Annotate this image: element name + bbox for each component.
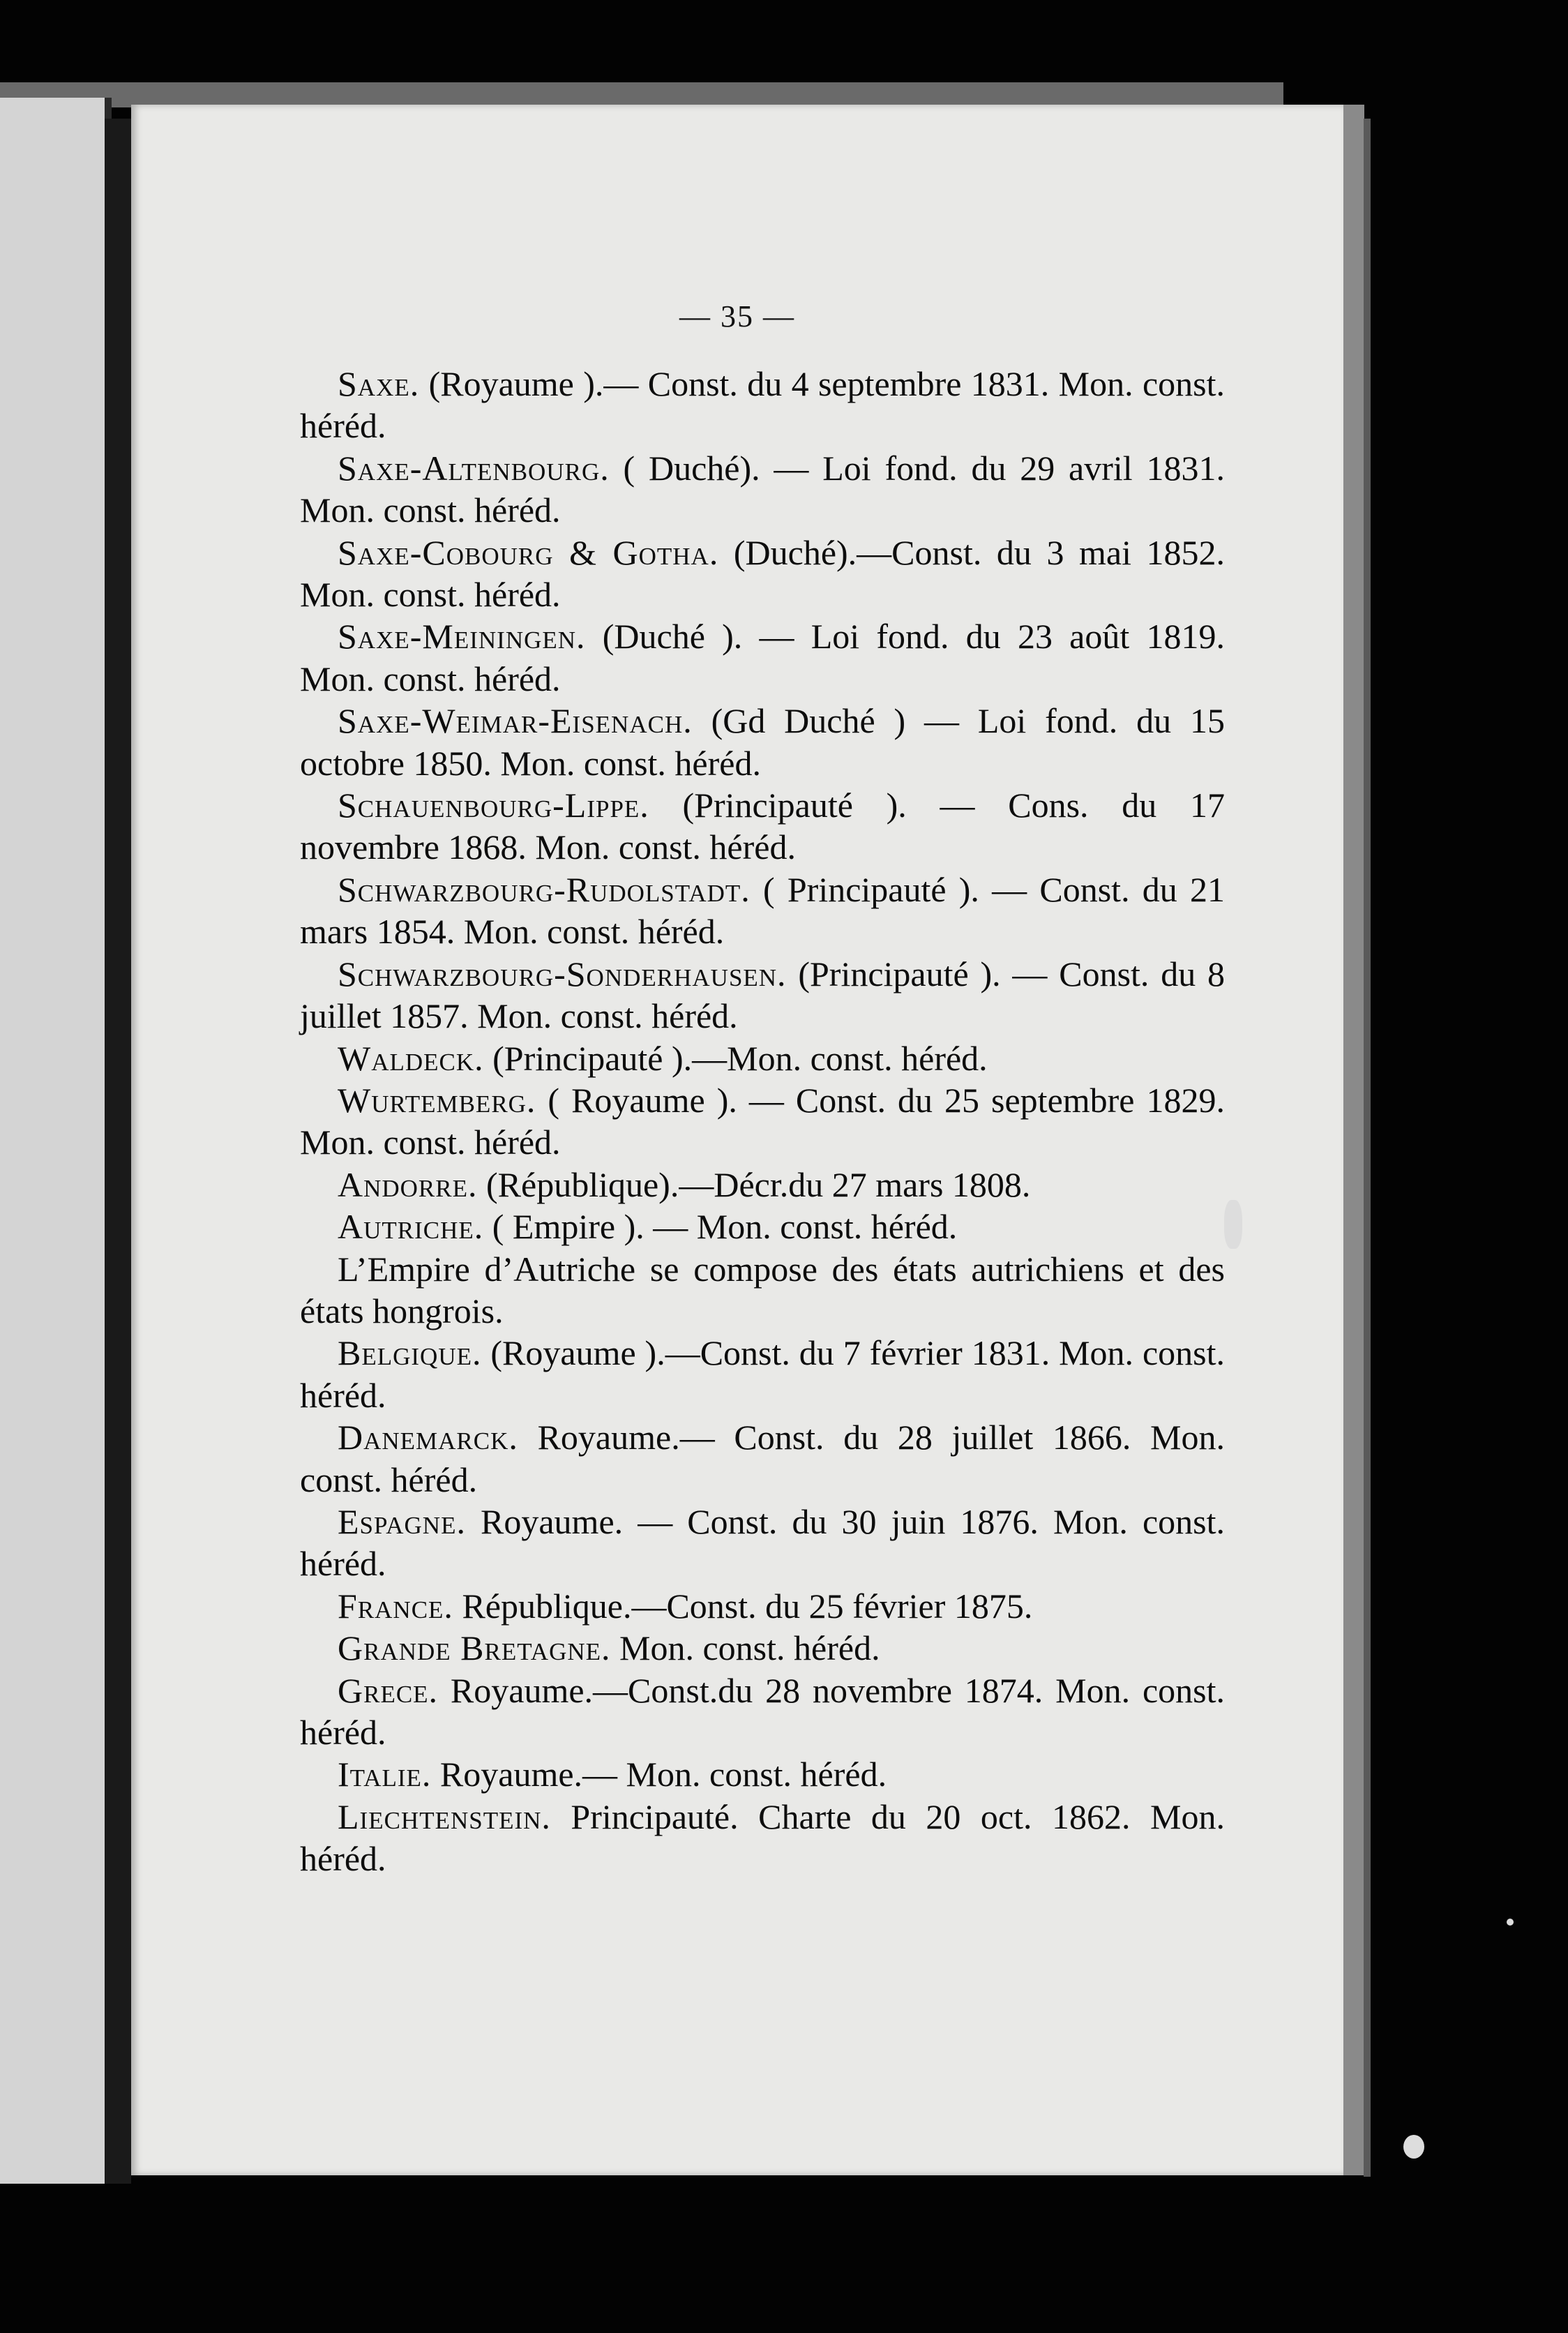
entry-body: Royaume. — Const. du 30 juin 1876. Mon. const. héréd. <box>300 1501 1225 1584</box>
entry-saxe <box>300 363 1225 447</box>
book-page <box>131 105 1364 2175</box>
dust-speck <box>1507 1919 1514 1926</box>
entry-italie <box>300 1753 1225 1795</box>
entry-saxe-cobourg-gotha <box>300 532 1225 616</box>
entry-wurtemberg <box>300 1079 1225 1164</box>
book-gutter <box>105 119 131 2184</box>
entry-head: Saxe-Altenbourg. <box>338 448 610 488</box>
entry-body: (Duché ). — Loi fond. du 23 août 1819. Mon. const. héréd. <box>300 617 1225 698</box>
entry-espagne <box>300 1501 1225 1585</box>
entry-autriche-note <box>300 1248 1225 1333</box>
entry-head: Saxe-Cobourg & Gotha. <box>338 532 719 572</box>
entry-danemarck <box>300 1416 1225 1501</box>
entry-body: ( Empire ). — Mon. const. héréd. <box>483 1207 958 1247</box>
entry-body: Principauté. Charte du 20 oct. 1862. Mon. héréd. <box>300 1796 1225 1879</box>
entry-head: Grande Bretagne. <box>338 1628 611 1668</box>
entry-head: Grece. <box>338 1670 439 1710</box>
entry-head: Liechtenstein. <box>338 1796 551 1836</box>
page-edge-shadow <box>1364 119 1371 2177</box>
entry-body: Royaume.—Const.du 28 novembre 1874. Mon. const. héréd. <box>300 1670 1225 1752</box>
entry-head: Saxe. <box>338 364 420 403</box>
entry-head: Schauenbourg-Lippe. <box>338 786 649 825</box>
entry-head: Schwarzbourg-Rudolstadt. <box>338 869 751 909</box>
entry-head: Schwarzbourg-Sonderhausen. <box>338 954 787 993</box>
previous-page-strip <box>0 98 112 2184</box>
entry-head: Italie. <box>338 1755 432 1794</box>
entry-body: (Duché).—Const. du 3 mai 1852. Mon. const. héréd. <box>300 532 1225 615</box>
entry-body: (Royaume ).—Const. du 7 février 1831. Mon. const. héréd. <box>300 1333 1225 1415</box>
entry-body: (Royaume ).— Const. du 4 septembre 1831. Mon. const. héréd. <box>300 364 1225 446</box>
entry-body: ( Duché). — Loi fond. du 29 avril 1831. Mon. const. héréd. <box>300 448 1225 530</box>
entry-head: Autriche. <box>338 1207 484 1247</box>
entry-france <box>300 1585 1225 1627</box>
entry-belgique <box>300 1332 1225 1416</box>
entry-body: Royaume.— Mon. const. héréd. <box>431 1755 887 1794</box>
entry-schwarzbourg-sonderhausen <box>300 953 1225 1037</box>
entry-autriche <box>300 1206 1225 1247</box>
entry-body: République.—Const. du 25 février 1875. <box>453 1586 1033 1626</box>
entry-body: (Principauté ). — Cons. du 17 novembre 1868. Mon. const. héréd. <box>300 786 1225 867</box>
entry-saxe-weimar-eisenach <box>300 700 1225 784</box>
entry-body: Mon. const. héréd. <box>610 1628 880 1668</box>
entry-grande-bretagne <box>300 1627 1225 1669</box>
entry-body: (République).—Décr.du 27 mars 1808. <box>477 1164 1031 1204</box>
entry-body: L’Empire d’Autriche se compose des états autrichiens et des états hongrois. <box>300 1249 1225 1330</box>
page-text <box>300 363 1225 1880</box>
entry-body: (Gd Duché ) — Loi fond. du 15 octobre 1850. Mon. const. héréd. <box>300 701 1225 783</box>
entry-head: Saxe-Meiningen. <box>338 617 586 657</box>
entry-head: Espagne. <box>338 1501 466 1541</box>
entry-liechtenstein <box>300 1796 1225 1880</box>
entry-waldeck <box>300 1037 1225 1079</box>
page-number: — 35 — <box>679 299 795 333</box>
entry-schauenbourg-lippe <box>300 784 1225 869</box>
entry-head: Wurtemberg. <box>338 1080 536 1120</box>
entry-body: ( Principauté ). — Const. du 21 mars 1854. Mon. const. héréd. <box>300 869 1225 952</box>
entry-andorre <box>300 1164 1225 1206</box>
entry-head: Belgique. <box>338 1333 482 1373</box>
entry-head: Saxe-Weimar-Eisenach. <box>338 701 693 741</box>
entry-body: Royaume.— Const. du 28 juillet 1866. Mon. const. héréd. <box>300 1418 1225 1499</box>
entry-grece <box>300 1670 1225 1754</box>
entry-body: (Principauté ). — Const. du 8 juillet 1857. Mon. const. héréd. <box>300 954 1225 1036</box>
entry-head: Andorre. <box>338 1164 478 1204</box>
book-cover-edge <box>0 82 1283 107</box>
entry-body: ( Royaume ). — Const. du 25 septembre 1829. Mon. const. héréd. <box>300 1080 1225 1162</box>
dust-speck <box>1224 1200 1242 1249</box>
entry-head: France. <box>338 1586 453 1626</box>
entry-body: (Principauté ).—Mon. const. héréd. <box>483 1038 988 1078</box>
entry-saxe-meiningen <box>300 615 1225 700</box>
entry-schwarzbourg-rudolstadt <box>300 869 1225 953</box>
entry-head: Waldeck. <box>338 1038 484 1078</box>
dust-speck <box>1403 2135 1424 2159</box>
entry-head: Danemarck. <box>338 1418 518 1457</box>
entry-saxe-altenbourg <box>300 447 1225 532</box>
